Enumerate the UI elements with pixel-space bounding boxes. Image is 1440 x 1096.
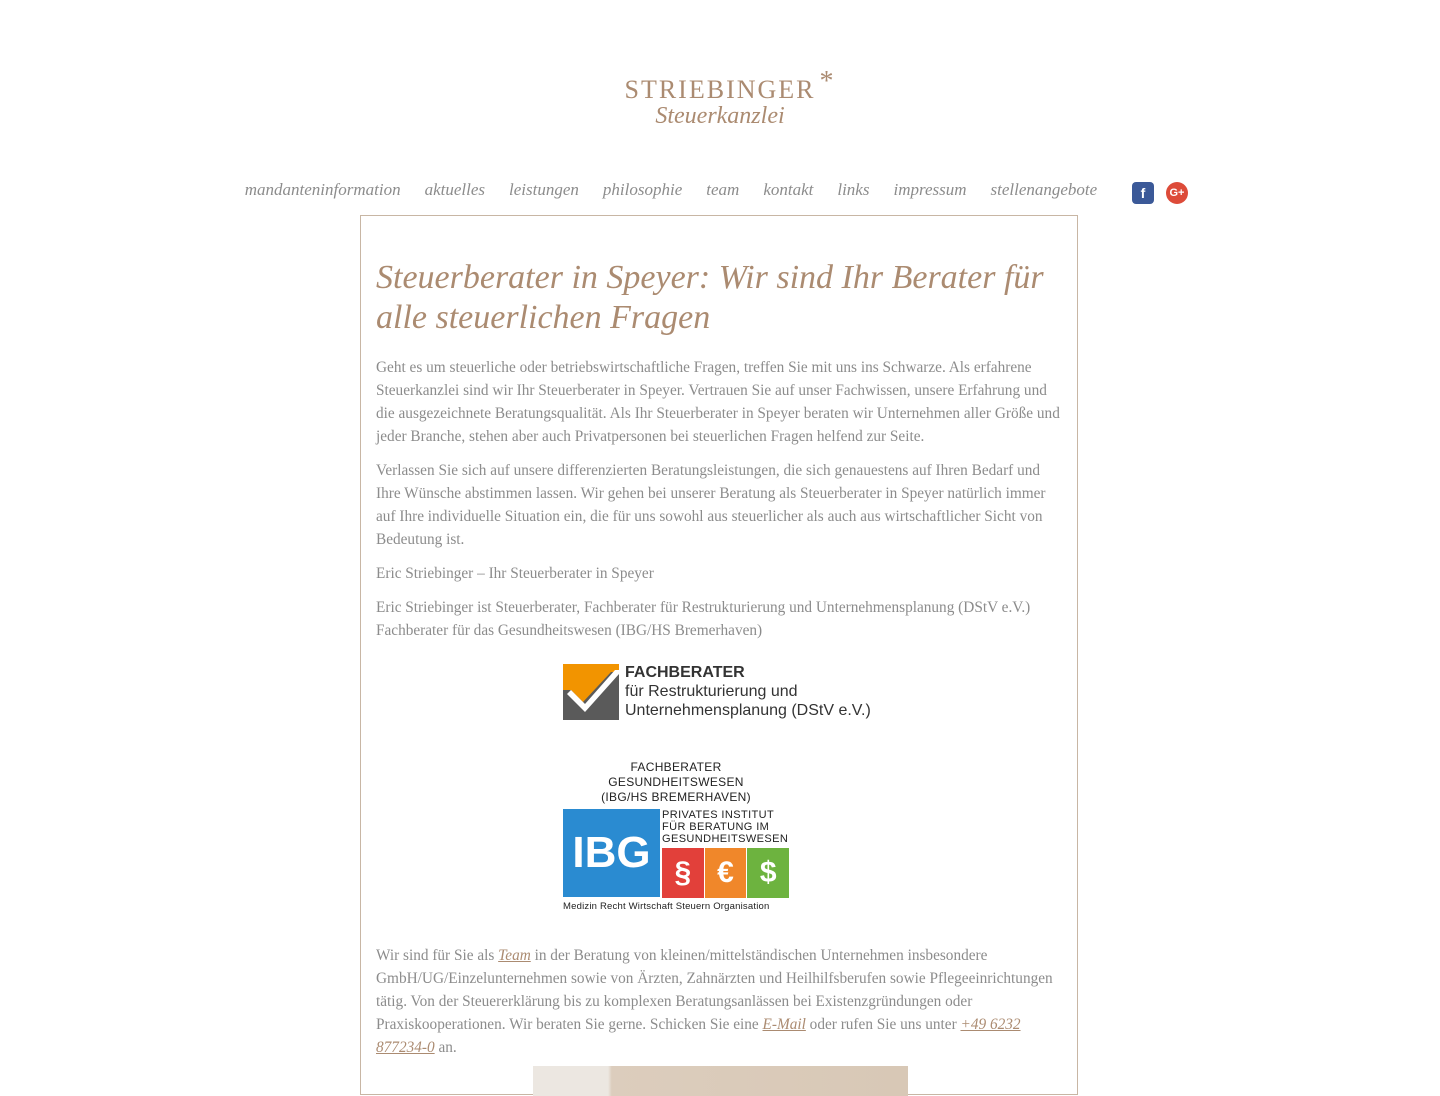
ibg-logo: IBG	[563, 809, 660, 897]
services-paragraph: Verlassen Sie sich auf unsere differenzierten Beratungsleistungen, die sich genauestens auf Ihren Bedarf und Ihre Wünsche abstimmen lassen. Wir gehen bei unserer Beratung als Steuerberater in Speyer natürlich immer auf Ihre individuelle Situation ein, die für uns sowohl aus steuerlicher als auch aus wirtschaftlicher Sicht von Bedeutung ist.	[376, 462, 1046, 548]
main-navigation	[0, 174, 1440, 206]
dstv-badge-line3: Unternehmensplanung (DStV e.V.)	[625, 702, 871, 719]
nav-item-philosophie[interactable]: philosophie	[602, 180, 683, 199]
social-links	[1132, 182, 1188, 204]
caduceus-icon: $	[747, 848, 789, 898]
dstv-badge-title: FACHBERATER	[625, 664, 745, 681]
ibg-text-line-2: FÜR BERATUNG IM	[662, 821, 770, 833]
nav-item-stellenangebote[interactable]: stellenangebote	[990, 180, 1098, 199]
ibg-badge-subtitle: (IBG/HS BREMERHAVEN)	[601, 790, 751, 804]
nav-item-kontakt[interactable]: kontakt	[763, 180, 814, 199]
intro-paragraph: Geht es um steuerliche oder betriebswirtschaftliche Fragen, treffen Sie mit uns ins Schwarze. Als erfahrene Steuerkanzlei sind wir Ihr Steuerberater in Speyer. Vertrauen Sie auf unser Fachwissen, unsere Erfahrung und die ausgezeichnete Beratungsqualität. Als Ihr Steuerberater in Speyer beraten wir Unternehmen aller Größe und jeder Branche, stehen aber auch Privatpersonen bei steuerlichen Fragen helfend zur Seite.	[376, 359, 1060, 445]
office-photo	[533, 1066, 908, 1096]
ibg-text-line-3: GESUNDHEITSWESEN	[662, 833, 789, 845]
contact-text-4: an.	[434, 1039, 457, 1056]
contact-text-3: oder rufen Sie uns unter	[805, 1016, 961, 1033]
site-logo[interactable]	[0, 66, 1440, 129]
euro-icon: €	[705, 848, 747, 898]
facebook-icon[interactable]: f	[1132, 182, 1154, 204]
ibg-badge-title: FACHBERATER GESUNDHEITSWESEN	[608, 760, 744, 789]
dstv-badge	[563, 664, 875, 720]
qualification-line-2: Fachberater für das Gesundheitswesen (IBG/HS Bremerhaven)	[376, 622, 763, 639]
qualification-line-1: Eric Striebinger ist Steuerberater, Fachberater für Restrukturierung und Unternehmensplanung (DStV e.V.)	[376, 599, 1031, 616]
logo-subtitle: Steuerkanzlei	[655, 103, 785, 129]
ibg-text-line-1: PRIVATES INSTITUT	[662, 809, 775, 821]
contact-text-2: in der Beratung von kleinen/mittelständischen Unternehmen insbesondere GmbH/UG/Einzelunternehmen sowie von Ärzten, Zahnärzten und Heilhilfsberufen sowie Pflegeeinrichtungen tätig. Von der Steuererklärung bis zu komplexen Beratungsanlässen bei Existenzgründungen oder Praxiskooperationen. Wir beraten Sie gerne. Schicken Sie eine	[376, 947, 1053, 1033]
owner-line: Eric Striebinger – Ihr Steuerberater in Speyer	[376, 565, 654, 582]
nav-item-leistungen[interactable]: leistungen	[509, 180, 579, 199]
logo-name: STRIEBINGER	[624, 75, 816, 104]
page-title: Steuerberater in Speyer: Wir sind Ihr Berater für alle steuerlichen Fragen	[376, 259, 1044, 336]
qualification-paragraph	[376, 596, 1062, 642]
contact-paragraph	[376, 944, 1062, 1059]
phone-link[interactable]: +49 6232 877234-0	[376, 1016, 1021, 1056]
paragraph-icon: §	[662, 848, 704, 898]
logo-star: *	[819, 66, 834, 97]
dstv-badge-line2: für Restrukturierung und	[625, 683, 798, 700]
nav-item-impressum[interactable]: impressum	[893, 180, 967, 199]
nav-item-team[interactable]: team	[706, 180, 740, 199]
certification-badges	[563, 664, 875, 912]
email-link[interactable]: E-Mail	[762, 1016, 806, 1033]
nav-item-mandanteninformation[interactable]: mandanteninformation	[244, 180, 401, 199]
google-plus-icon[interactable]: G+	[1166, 182, 1188, 204]
team-link[interactable]: Team	[498, 947, 531, 964]
checkmark-icon	[563, 664, 619, 720]
contact-text-1: Wir sind für Sie als	[376, 947, 499, 964]
nav-item-links[interactable]: links	[837, 180, 870, 199]
ibg-badge	[563, 760, 789, 912]
nav-item-aktuelles[interactable]: aktuelles	[424, 180, 486, 199]
content-panel	[360, 215, 1078, 1095]
ibg-footer: Medizin Recht Wirtschaft Steuern Organisation	[563, 901, 770, 912]
